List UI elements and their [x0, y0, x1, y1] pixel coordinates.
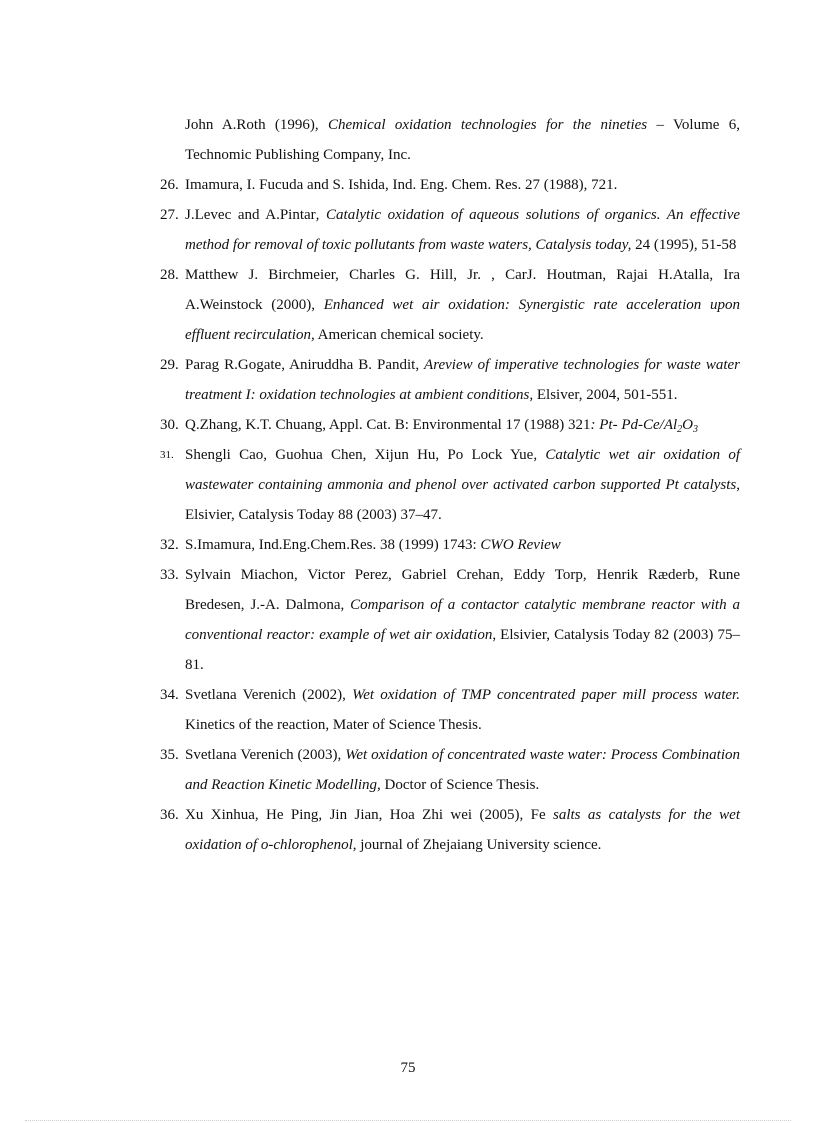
reference-segment: Volume 6, Technomic Publishing Company, Inc.	[185, 117, 741, 163]
reference-item	[0, 410, 816, 440]
italic-title-text: Comparison of a contactor catalytic membrane reactor with a conventional reactor: example of wet air oxidation	[185, 597, 740, 643]
reference-text	[185, 530, 740, 560]
subscript	[693, 424, 698, 435]
reference-list	[0, 110, 816, 860]
italic-title-text: Areview of imperative technologies for waste water treatment I: oxidation technologies at ambient conditions,	[185, 357, 740, 403]
reference-text	[185, 170, 740, 200]
reference-number: 36.	[160, 807, 179, 823]
reference-segment: Elsiver, 2004, 501-551.	[533, 387, 678, 403]
reference-segment: , Elsivier, Catalysis Today 82 (2003) 75–81.	[185, 627, 740, 673]
reference-number: 26.	[160, 177, 179, 193]
italic-title-text: Wet oxidation of TMP concentrated paper mill process water.	[352, 687, 740, 703]
reference-number: 35.	[160, 747, 179, 763]
reference-segment: Svetlana Verenich (2003),	[185, 747, 346, 763]
reference-item	[0, 740, 816, 800]
reference-segment: Matthew J. Birchmeier, Charles G. Hill, Jr. , CarJ. Houtman, Rajai H.Atalla, Ira A.Weinstock (2000),	[185, 267, 740, 313]
reference-segment: J.Levec and A.Pintar	[185, 207, 316, 223]
italic-title-text: Wet oxidation of concentrated waste water: Process Combination and Reaction Kinetic Modelling	[185, 747, 740, 793]
reference-number: 32.	[160, 537, 179, 553]
reference-text	[185, 740, 740, 800]
reference-text	[185, 560, 740, 680]
subscript-text: 3	[693, 424, 698, 435]
reference-segment: Q.Zhang, K.T. Chuang, Appl. Cat. B: Environmental 17 (1988) 321	[185, 417, 591, 433]
reference-segment: Kinetics of the reaction, Mater of Science Thesis.	[185, 717, 482, 733]
reference-number: 28.	[160, 267, 179, 283]
reference-item	[0, 530, 816, 560]
page-number: 75	[400, 1060, 416, 1076]
reference-item	[0, 800, 816, 860]
reference-item	[0, 680, 816, 740]
reference-number: 33.	[160, 567, 179, 583]
reference-number: 27.	[160, 207, 179, 223]
reference-text	[185, 110, 740, 170]
italic-title-text: Enhanced wet air oxidation: Synergistic rate acceleration upon effluent recirculation,	[185, 297, 740, 343]
italic-title-text: CWO Review	[480, 537, 561, 553]
reference-segment: Shengli Cao, Guohua Chen, Xijun Hu, Po Lock Yue,	[185, 447, 546, 463]
reference-item	[0, 560, 816, 680]
reference-segment: 24 (1995), 51-58	[631, 237, 737, 253]
reference-segment: , Elsivier, Catalysis Today 88 (2003) 37–47.	[185, 477, 740, 523]
reference-text	[185, 440, 740, 530]
reference-text	[185, 200, 740, 260]
reference-item	[0, 260, 816, 350]
reference-segment: Xu Xinhua, He Ping, Jin Jian, Hoa Zhi wei (2005), Fe	[185, 807, 553, 823]
reference-continuation	[0, 110, 816, 170]
reference-item	[0, 170, 816, 200]
reference-text	[185, 800, 740, 860]
reference-number: 29.	[160, 357, 179, 373]
reference-segment: Imamura, I. Fucuda and S. Ishida, Ind. Eng. Chem. Res. 27 (1988), 721.	[185, 177, 618, 193]
reference-segment: American chemical society.	[314, 327, 484, 343]
reference-item	[0, 440, 816, 530]
reference-segment: Sylvain Miachon, Victor Perez, Gabriel Crehan, Eddy Torp, Henrik Ræderb, Rune Bredesen, J.-A. Dalmona,	[185, 567, 740, 613]
reference-text	[185, 350, 740, 410]
reference-item	[0, 200, 816, 260]
reference-number: 30.	[160, 417, 179, 433]
reference-number: 34.	[160, 687, 179, 703]
reference-number: 31.	[160, 449, 174, 461]
reference-segment: Parag R.Gogate, Aniruddha B. Pandit,	[185, 357, 425, 373]
italic-title-text: salts as catalysts for the wet oxidation of o-chlorophenol,	[185, 807, 740, 853]
subscript-text: 2	[677, 424, 683, 435]
reference-segment: John A.Roth (1996),	[185, 117, 329, 133]
reference-text	[185, 410, 740, 440]
italic-title-text: Chemical oxidation technologies for the nineties –	[328, 117, 664, 133]
reference-segment: Svetlana Verenich (2002),	[185, 687, 353, 703]
page-bottom-rule	[25, 1120, 791, 1121]
italic-title-text: : Pt- Pd-Ce/Al	[590, 417, 678, 433]
italic-title-text: Catalytic wet air oxidation of wastewater containing ammonia and phenol over activated carbon supported Pt catalysts	[185, 447, 740, 493]
reference-segment: journal of Zhejaiang University science.	[356, 837, 602, 853]
italic-title-text: , Catalytic oxidation of aqueous solutions of organics. An effective method for removal of toxic pollutants from waste waters, Catalysis today,	[185, 207, 741, 253]
italic-title-text: O	[682, 417, 693, 433]
reference-item	[0, 350, 816, 410]
reference-text	[185, 260, 740, 350]
reference-segment: S.Imamura, Ind.Eng.Chem.Res. 38 (1999) 1743:	[185, 537, 481, 553]
reference-text	[185, 680, 740, 740]
reference-segment: , Doctor of Science Thesis.	[377, 777, 540, 793]
